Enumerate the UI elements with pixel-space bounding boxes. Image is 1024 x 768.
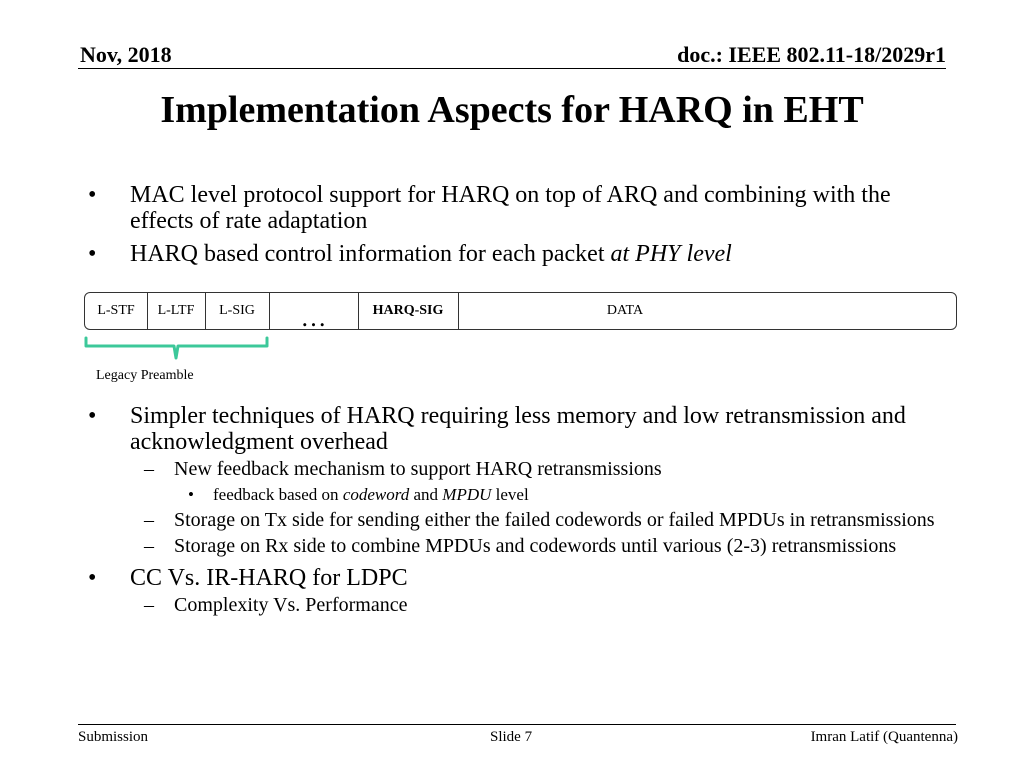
footer-divider [78,724,956,725]
field-l-stf: L-STF [85,293,148,329]
field-l-sig: L-SIG [205,293,270,329]
ppdu-frame-diagram [84,292,957,330]
bullet-dot-icon: • [88,403,97,429]
footer-author: Imran Latif (Quantenna) [810,729,958,745]
slide-title: Implementation Aspects for HARQ in EHT [160,89,864,131]
field-l-ltf: L-LTF [147,293,206,329]
sub-sub-bullet-feedback-level: • feedback based on codeword and MPDU level [188,485,529,504]
dash-icon: – [144,594,154,616]
bullet-simpler-techniques: • Simpler techniques of HARQ requiring less memory and low retransmission and acknowledgment overhead [88,403,906,455]
phy-level-emphasis: at PHY level [610,241,732,267]
bottom-bullet-list [88,403,958,620]
sub-bullet-rx-storage: – Storage on Rx side to combine MPDUs and codewords until various (2-3) retransmissions [144,535,897,557]
legacy-preamble-label: Legacy Preamble [96,368,194,383]
header-date: Nov, 2018 [80,42,172,67]
bullet-dot-icon: • [88,241,97,267]
top-bullet-list [88,182,958,274]
header-doc-id: doc.: IEEE 802.11-18/2029r1 [677,42,946,67]
sub-bullet-feedback-mechanism: – New feedback mechanism to support HARQ retransmissions [144,458,662,480]
sub-bullet-complexity: – Complexity Vs. Performance [144,594,408,616]
field-ellipsis: … [269,293,359,329]
field-data: DATA [606,303,644,318]
bullet-dot-icon: • [88,565,97,591]
footer-slide-number: Slide 7 [490,729,533,745]
footer-submission: Submission [78,729,149,745]
dash-icon: – [144,458,154,480]
dash-icon: – [144,535,154,557]
header-divider [78,68,946,69]
sub-bullet-tx-storage: – Storage on Tx side for sending either the failed codewords or failed MPDUs in retransmissions [144,509,935,531]
dash-icon: – [144,509,154,531]
field-harq-sig: HARQ-SIG [358,293,459,329]
bullet-cc-vs-ir-harq: • CC Vs. IR-HARQ for LDPC [88,565,408,591]
bullet-dot-icon: • [188,485,194,504]
legacy-preamble-bracket [84,334,274,362]
bullet-harq-control: • HARQ based control information for each packet at PHY level [88,241,732,267]
bullet-mac-protocol: • MAC level protocol support for HARQ on top of ARQ and combining with the effects of rate adaptation [88,182,891,234]
bullet-dot-icon: • [88,182,97,208]
